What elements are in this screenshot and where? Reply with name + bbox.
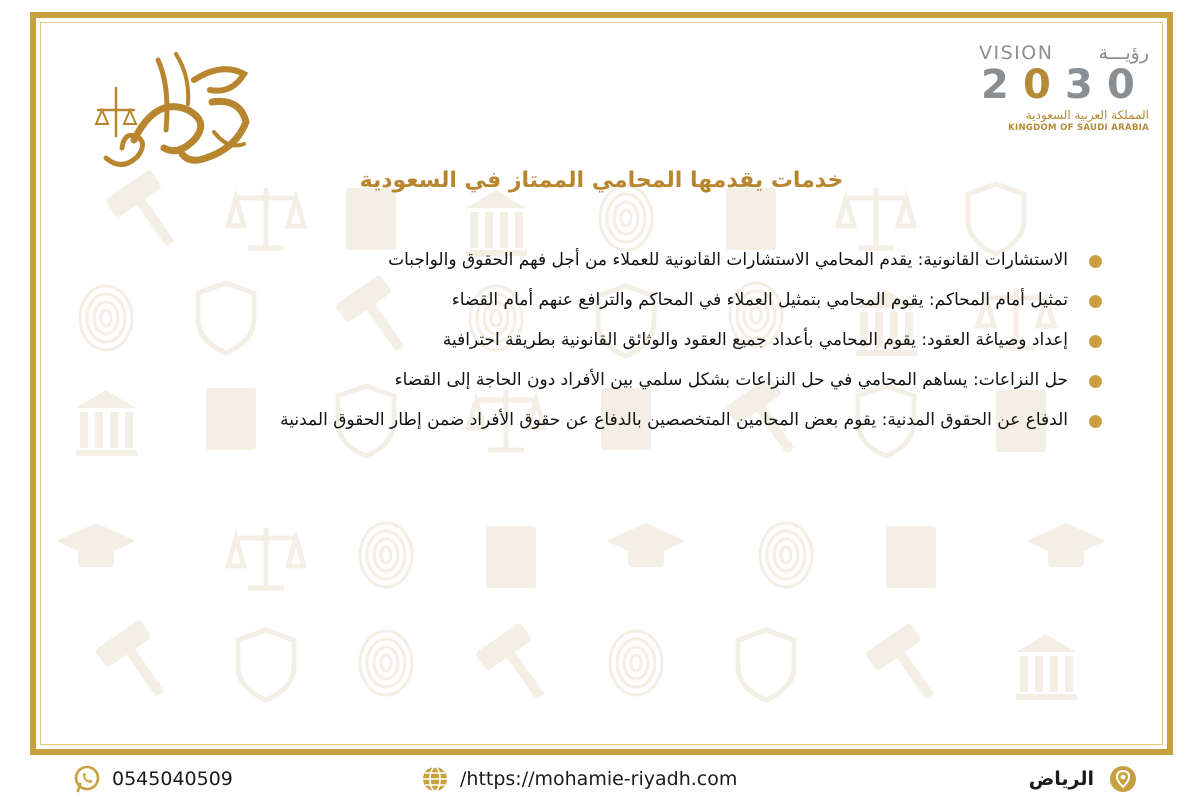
vision-kingdom-english: KINGDOM OF SAUDI ARABIA <box>1008 123 1149 133</box>
footer <box>0 758 1200 800</box>
bullet-icon <box>1089 295 1102 308</box>
globe-icon <box>420 764 450 794</box>
whatsapp-icon <box>72 764 102 794</box>
vision-year-digit: 2 <box>981 62 1009 108</box>
services-list <box>82 240 1102 440</box>
list-item <box>82 400 1102 440</box>
list-item <box>82 280 1102 320</box>
phone-number: 0545040509 <box>112 768 233 790</box>
bullet-icon <box>1089 335 1102 348</box>
footer-phone[interactable] <box>72 762 233 796</box>
vision-english-text: VISION <box>979 42 1054 64</box>
footer-website[interactable] <box>420 762 737 796</box>
list-item <box>82 240 1102 280</box>
signature-logo <box>94 40 254 175</box>
location-pin-icon <box>1108 764 1138 794</box>
list-item <box>82 360 1102 400</box>
vision-year-digit: 0 <box>1023 62 1051 108</box>
service-text: حل النزاعات: يساهم المحامي في حل النزاعات بشكل سلمي بين الأفراد دون الحاجة إلى القضاء <box>394 370 1068 390</box>
list-item <box>82 320 1102 360</box>
vision-year-digit: 0 <box>1107 62 1135 108</box>
footer-city <box>1029 762 1138 796</box>
vision-arabic-text: رؤيـــة <box>1098 42 1149 64</box>
bullet-icon <box>1089 375 1102 388</box>
service-text: الدفاع عن الحقوق المدنية: يقوم بعض المحامين المتخصصين بالدفاع عن حقوق الأفراد ضمن إطار الحقوق المدنية <box>280 410 1068 430</box>
vision-kingdom-arabic: المملكة العربية السعودية <box>1025 108 1149 122</box>
service-text: تمثيل أمام المحاكم: يقوم المحامي بتمثيل العملاء في المحاكم والترافع عنهم أمام القضاء <box>451 290 1068 310</box>
vision-year-digit: 3 <box>1065 62 1093 108</box>
bullet-icon <box>1089 415 1102 428</box>
service-text: إعداد وصياغة العقود: يقوم المحامي بأعداد جميع العقود والوثائق القانونية بطريقة احترافية <box>442 330 1068 350</box>
service-text: الاستشارات القانونية: يقدم المحامي الاستشارات القانونية للعملاء من أجل فهم الحقوق والواجبات <box>388 250 1068 270</box>
city-name: الرياض <box>1028 768 1094 790</box>
page-frame <box>30 12 1173 755</box>
vision-2030-logo <box>979 38 1149 138</box>
website-link[interactable]: /https://mohamie-riyadh.com <box>460 768 738 790</box>
bullet-icon <box>1089 255 1102 268</box>
page-title: خدمات يقدمها المحامي الممتاز في السعودية <box>359 168 844 193</box>
vision-year <box>979 64 1149 106</box>
